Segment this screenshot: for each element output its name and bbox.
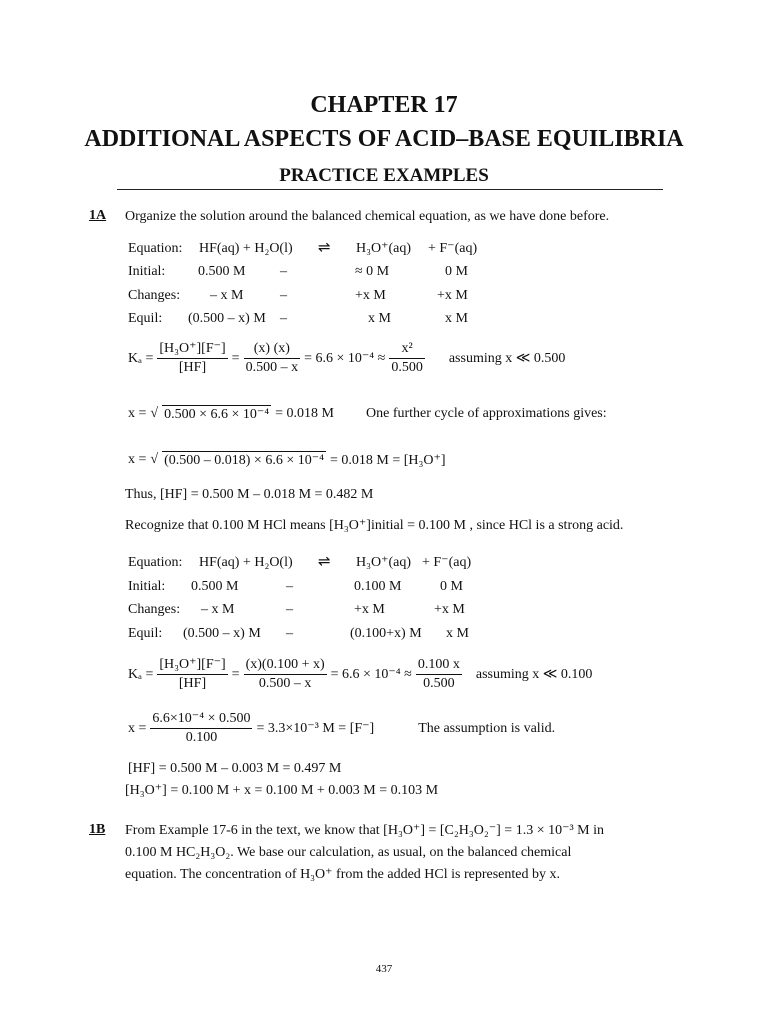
approximation-note: One further cycle of approximations gives:	[366, 406, 607, 421]
t2-r2-c1: – x M	[201, 602, 235, 617]
x-result: = 0.018 M	[275, 406, 334, 421]
x-solution-2: x = √ (0.500 – 0.018) × 6.6 × 10⁻⁴ = 0.018 M = [H₃O⁺]	[128, 452, 446, 468]
problem-1b-line-3: equation. The concentration of H₃O⁺ from the added HCl is represented by x.	[125, 867, 560, 882]
problem-label-1b: 1B	[89, 822, 106, 837]
ka-fraction-x: $\frac{(x) (x)}{0.500 - x}$	[245, 341, 299, 375]
t1-r2-c1: – x M	[210, 288, 244, 303]
ka2-assumption: assuming x ≪ 0.100	[475, 667, 593, 682]
page-number: 437	[375, 963, 393, 975]
ka-expression-1: Kₐ = $\frac{\text{[H₃O⁺][F⁻]}}{[HF]}$ = $\frac{(x) (x)}{0.500 - x}$ = 6.6 × 10⁻⁴ ≈ $\frac{\text{x²}}{0.500}$ assuming x ≪ 0.500	[128, 341, 566, 375]
ka-expression-2: Kₐ = $\frac{\text{[H₃O⁺][F⁻]}}{[HF]}$ = $\frac{(x)(0.100 + x)}{0.500 - x}$ = 6.6 × 10⁻⁴ ≈ $\frac{0.100 x}{0.500}$ assuming x ≪ 0.100	[128, 657, 593, 691]
x-solution-3	[128, 710, 555, 747]
sqrt-argument: 0.500 × 6.6 × 10⁻⁴	[164, 407, 270, 422]
t2-r1-c1: 0.500 M	[191, 579, 239, 594]
chapter-number: CHAPTER 17	[310, 92, 458, 118]
t2-r1-c0: Initial:	[128, 579, 166, 594]
t1-r1-c3: ≈ 0 M	[355, 264, 390, 279]
assumption-valid-note: The assumption is valid.	[418, 720, 556, 736]
title-divider	[117, 189, 663, 190]
ka2-value: = 6.6 × 10⁻⁴ ≈	[330, 667, 412, 682]
t2-r3-c4: x M	[446, 626, 469, 641]
t1-r1-c4: 0 M	[445, 264, 468, 279]
sqrt-argument-2: (0.500 – 0.018) × 6.6 × 10⁻⁴	[164, 453, 324, 468]
t1-r1-c2: –	[280, 264, 287, 279]
t2-r0-c0: Equation:	[128, 555, 183, 570]
t1-r2-c2: –	[280, 288, 287, 303]
t1-r3-c0: Equil:	[128, 311, 163, 326]
x-lhs-2: x =	[128, 452, 147, 467]
chapter-title: ADDITIONAL ASPECTS OF ACID–BASE EQUILIBRIA	[84, 126, 684, 152]
x-lhs: x =	[128, 406, 147, 421]
x-result-2: = 0.018 M = [H₃O⁺]	[329, 452, 446, 468]
t2-r2-c3: +x M	[354, 602, 385, 617]
t2-r3-c3: (0.100+x) M	[350, 626, 422, 641]
t1-r3-c4: x M	[445, 311, 468, 326]
t2-r3-c0: Equil:	[128, 626, 163, 641]
t2-r1-c2: –	[286, 579, 293, 594]
ka2-lhs: Kₐ =	[128, 666, 154, 682]
t1-r0-c4: + F⁻(aq)	[428, 241, 478, 256]
t1-r0-c0: Equation:	[128, 241, 183, 256]
problem-1a-intro: Organize the solution around the balanced chemical equation, as we have done before.	[125, 209, 610, 224]
ka-lhs: Kₐ =	[128, 350, 154, 366]
t1-r2-c3: +x M	[355, 288, 386, 303]
t1-r3-c2: –	[280, 311, 287, 326]
section-title: PRACTICE EXAMPLES	[279, 165, 489, 186]
t2-r2-c4: +x M	[434, 602, 465, 617]
equilibrium-arrow-icon-2: ⇌	[318, 552, 331, 570]
equilibrium-arrow-icon: ⇌	[318, 238, 331, 256]
t1-r1-c0: Initial:	[128, 264, 166, 279]
ka-fraction-approx: $\frac{\text{x²}}{0.500}$	[391, 341, 423, 375]
t1-r3-c1: (0.500 – x) M	[188, 311, 266, 326]
t1-r0-c1: HF(aq) + H₂O(l)	[199, 241, 293, 256]
x3-fraction: $\frac{\text{6.6×10⁻⁴ × 0.500}}{0.100}$	[152, 711, 251, 745]
hf-final-line: [HF] = 0.500 M – 0.003 M = 0.497 M	[128, 761, 342, 776]
ka2-fraction-concentrations: $\frac{\text{[H₃O⁺][F⁻]}}{[HF]}$	[159, 657, 226, 691]
recognize-hcl-line: Recognize that 0.100 M HCl means [H₃O⁺]initial = 0.100 M , since HCl is a strong acid.	[125, 518, 624, 533]
problem-1b-line-1: From Example 17-6 in the text, we know that [H₃O⁺] = [C₂H₃O₂⁻] = 1.3 × 10⁻³ M in	[125, 823, 605, 838]
t2-r0-c1: HF(aq) + H₂O(l)	[199, 555, 293, 570]
t2-r0-c4: + F⁻(aq)	[422, 555, 472, 570]
ka-value: = 6.6 × 10⁻⁴ ≈	[304, 351, 386, 366]
x-solution-1: x = √ 0.500 × 6.6 × 10⁻⁴ = 0.018 M One further cycle of approximations gives:	[128, 406, 607, 422]
ka-assumption: assuming x ≪ 0.500	[448, 351, 566, 366]
t2-r1-c3: 0.100 M	[354, 579, 402, 594]
x3-result: = 3.3×10⁻³ M = [F⁻]	[256, 721, 375, 736]
problem-1b-line-2: 0.100 M HC₂H₃O₂. We base our calculation, as usual, on the balanced chemical	[125, 845, 572, 860]
t2-r3-c2: –	[286, 626, 293, 641]
t1-r0-c3: H₃O⁺(aq)	[356, 241, 412, 256]
t2-r2-c0: Changes:	[128, 602, 181, 617]
x3-lhs: x =	[128, 720, 147, 736]
ka-fraction-concentrations: $\frac{\text{[H₃O⁺][F⁻]}}{[HF]}$	[159, 341, 226, 375]
t2-r0-c3: H₃O⁺(aq)	[356, 555, 412, 570]
t2-r1-c4: 0 M	[440, 579, 463, 594]
problem-label-1a: 1A	[89, 208, 107, 223]
h3o-final-line: [H₃O⁺] = 0.100 M + x = 0.100 M + 0.003 M = 0.103 M	[125, 783, 439, 798]
ka2-fraction-approx: $\frac{0.100 x}{0.500}$	[417, 657, 460, 691]
t1-r2-c4: +x M	[437, 288, 468, 303]
thus-hf-line: Thus, [HF] = 0.500 M – 0.018 M = 0.482 M	[125, 487, 374, 502]
t1-r2-c0: Changes:	[128, 288, 181, 303]
t1-r3-c3: x M	[368, 311, 391, 326]
t2-r2-c2: –	[286, 602, 293, 617]
t1-r1-c1: 0.500 M	[198, 264, 246, 279]
ka2-fraction-x: $\frac{(x)(0.100 + x)}{0.500 - x}$	[245, 657, 325, 691]
t2-r3-c1: (0.500 – x) M	[183, 626, 261, 641]
